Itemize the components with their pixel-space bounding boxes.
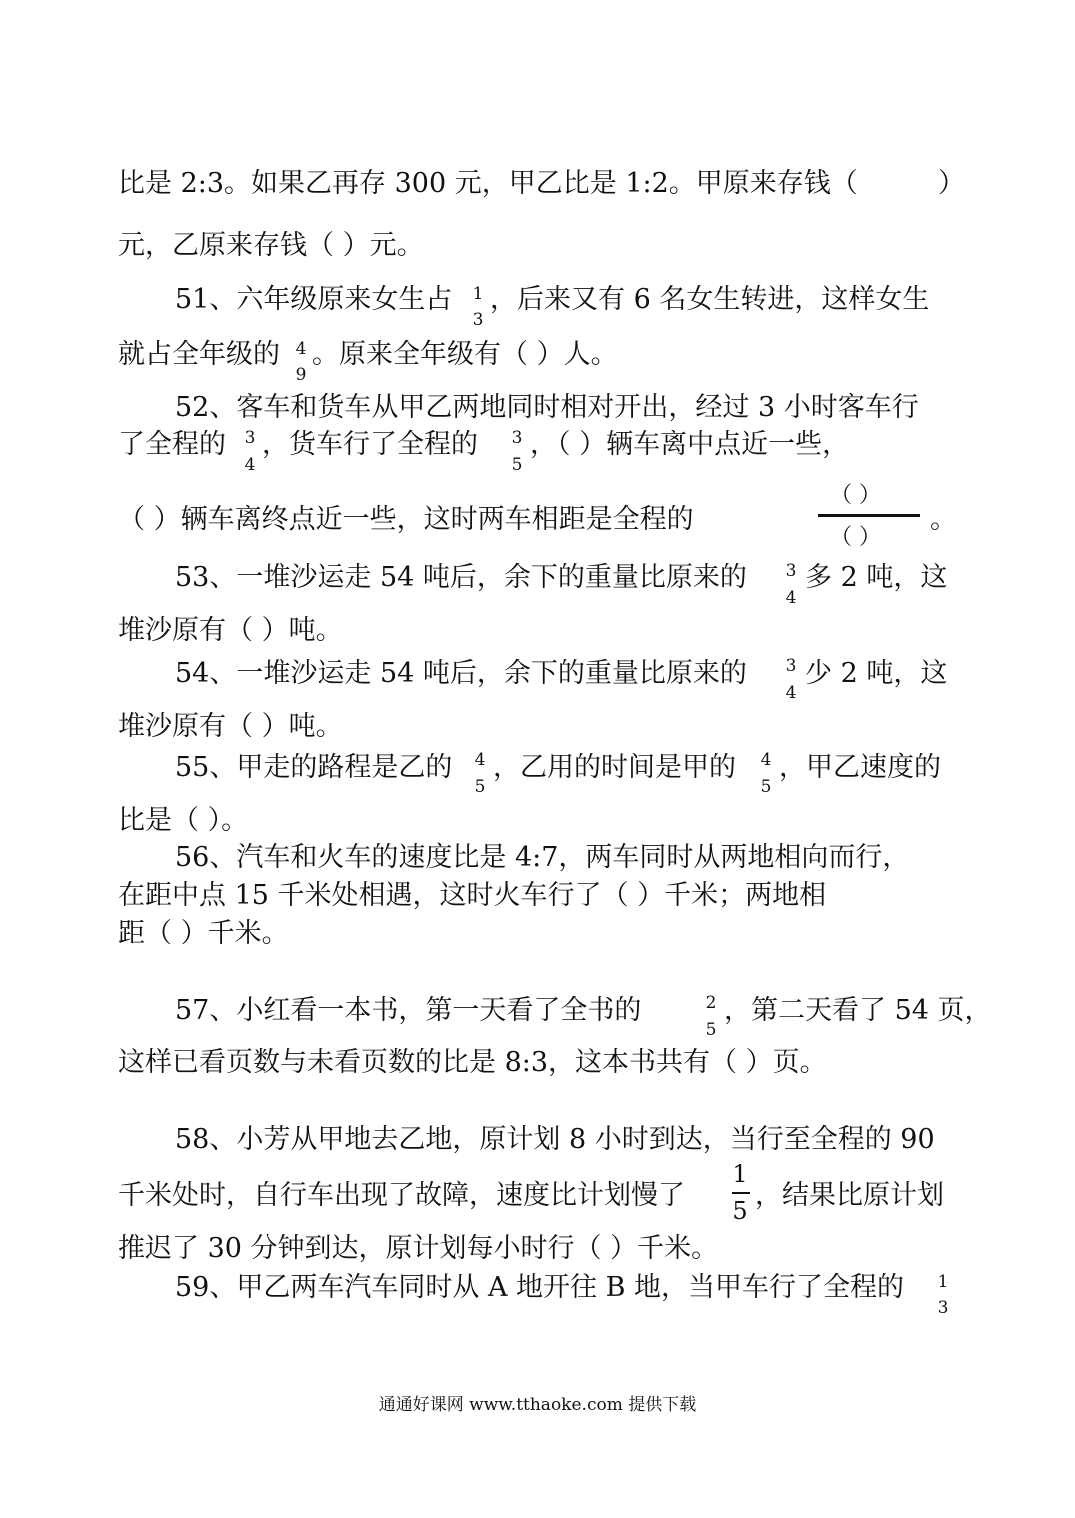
question-57-line1: 57、小红看一本书，第一天看了全书的 — [175, 995, 642, 1026]
question-58-line2: 千米处时，自行车出现了故障，速度比计划慢了 — [118, 1180, 685, 1211]
question-51-line2-cont: 。原来全年级有（ ）人。 — [312, 339, 618, 370]
question-55-line1-cont2: ，甲乙速度的 — [779, 752, 941, 783]
question-52-line2: 了全程的 — [118, 429, 226, 460]
page-footer: 通通好课网 www.tthaoke.com 提供下载 — [378, 1395, 697, 1415]
question-53-line1-cont: 多 2 吨，这 — [805, 562, 948, 593]
question-57-line2: 这样已看页数与未看页数的比是 8:3，这本书共有（ ）页。 — [118, 1047, 827, 1078]
fraction-denominator: 4 — [244, 455, 256, 475]
blank-fraction-numerator: （ ） — [830, 483, 881, 508]
fraction-denominator: 5 — [760, 777, 772, 797]
question-58-line1: 58、小芳从甲地去乙地，原计划 8 小时到达，当行至全程的 90 — [175, 1124, 935, 1155]
fraction-denominator: 5 — [511, 455, 523, 475]
question-54-line2: 堆沙原有（ ）吨。 — [118, 711, 343, 742]
question-56-line2: 在距中点 15 千米处相遇，这时火车行了（ ）千米；两地相 — [118, 880, 827, 911]
blank-fraction-denominator: （ ） — [830, 525, 881, 550]
question-51-line2: 就占全年级的 — [118, 339, 280, 370]
question-51-line1: 51、六年级原来女生占 — [175, 284, 453, 315]
question-55-line1: 55、甲走的路程是乙的 — [175, 752, 453, 783]
closing-paren: ） — [938, 168, 965, 199]
period: 。 — [930, 504, 957, 535]
question-52-line2-cont2: ，（ ）辆车离中点近一些， — [530, 429, 850, 460]
fraction-denominator: 9 — [295, 365, 307, 385]
fraction-numerator: 4 — [760, 750, 772, 770]
question-55-line2: 比是（ ）。 — [118, 805, 249, 836]
text-line: 比是 2:3。如果乙再存 300 元，甲乙比是 1:2。甲原来存钱（ — [118, 168, 858, 199]
fraction-denominator: 4 — [785, 588, 797, 608]
question-55-line1-cont: ，乙用的时间是甲的 — [493, 752, 736, 783]
fraction-numerator: 3 — [511, 428, 523, 448]
question-52-line2-cont: ，货车行了全程的 — [262, 429, 478, 460]
question-59-line1: 59、甲乙两车汽车同时从 A 地开往 B 地，当甲车行了全程的 — [175, 1272, 905, 1303]
question-51-line1-cont: ，后来又有 6 名女生转进，这样女生 — [490, 284, 930, 315]
question-52-line1: 52、客车和货车从甲乙两地同时相对开出，经过 3 小时客车行 — [175, 392, 919, 423]
question-52-line3: （ ）辆车离终点近一些，这时两车相距是全程的 — [118, 504, 694, 535]
fraction-denominator: 3 — [937, 1298, 949, 1318]
fraction-denominator: 5 — [732, 1197, 748, 1225]
question-54-line1-cont: 少 2 吨，这 — [805, 658, 948, 689]
fraction-denominator: 4 — [785, 683, 797, 703]
fraction-bar — [732, 1192, 750, 1194]
question-53-line2: 堆沙原有（ ）吨。 — [118, 615, 343, 646]
fraction-numerator: 3 — [244, 428, 256, 448]
question-56-line3: 距（ ）千米。 — [118, 918, 289, 949]
question-58-line2-cont: ，结果比原计划 — [755, 1180, 944, 1211]
question-56-line1: 56、汽车和火车的速度比是 4:7，两车同时从两地相向而行， — [175, 842, 910, 873]
text-line: 元，乙原来存钱（ ）元。 — [118, 230, 424, 261]
fraction-bar — [818, 514, 920, 517]
fraction-numerator: 1 — [937, 1272, 949, 1292]
question-57-line1-cont: ，第二天看了 54 页， — [724, 995, 992, 1026]
fraction-numerator: 2 — [705, 993, 717, 1013]
fraction-numerator: 3 — [785, 656, 797, 676]
fraction-numerator: 4 — [474, 750, 486, 770]
question-54-line1: 54、一堆沙运走 54 吨后，余下的重量比原来的 — [175, 658, 747, 689]
fraction-numerator: 1 — [472, 284, 484, 304]
fraction-denominator: 5 — [705, 1020, 717, 1040]
fraction-numerator: 3 — [785, 561, 797, 581]
fraction-denominator: 3 — [472, 310, 484, 330]
fraction-numerator: 1 — [732, 1160, 748, 1188]
question-58-line3: 推迟了 30 分钟到达，原计划每小时行（ ）千米。 — [118, 1233, 719, 1264]
fraction-denominator: 5 — [474, 777, 486, 797]
fraction-numerator: 4 — [295, 339, 307, 359]
question-53-line1: 53、一堆沙运走 54 吨后，余下的重量比原来的 — [175, 562, 747, 593]
